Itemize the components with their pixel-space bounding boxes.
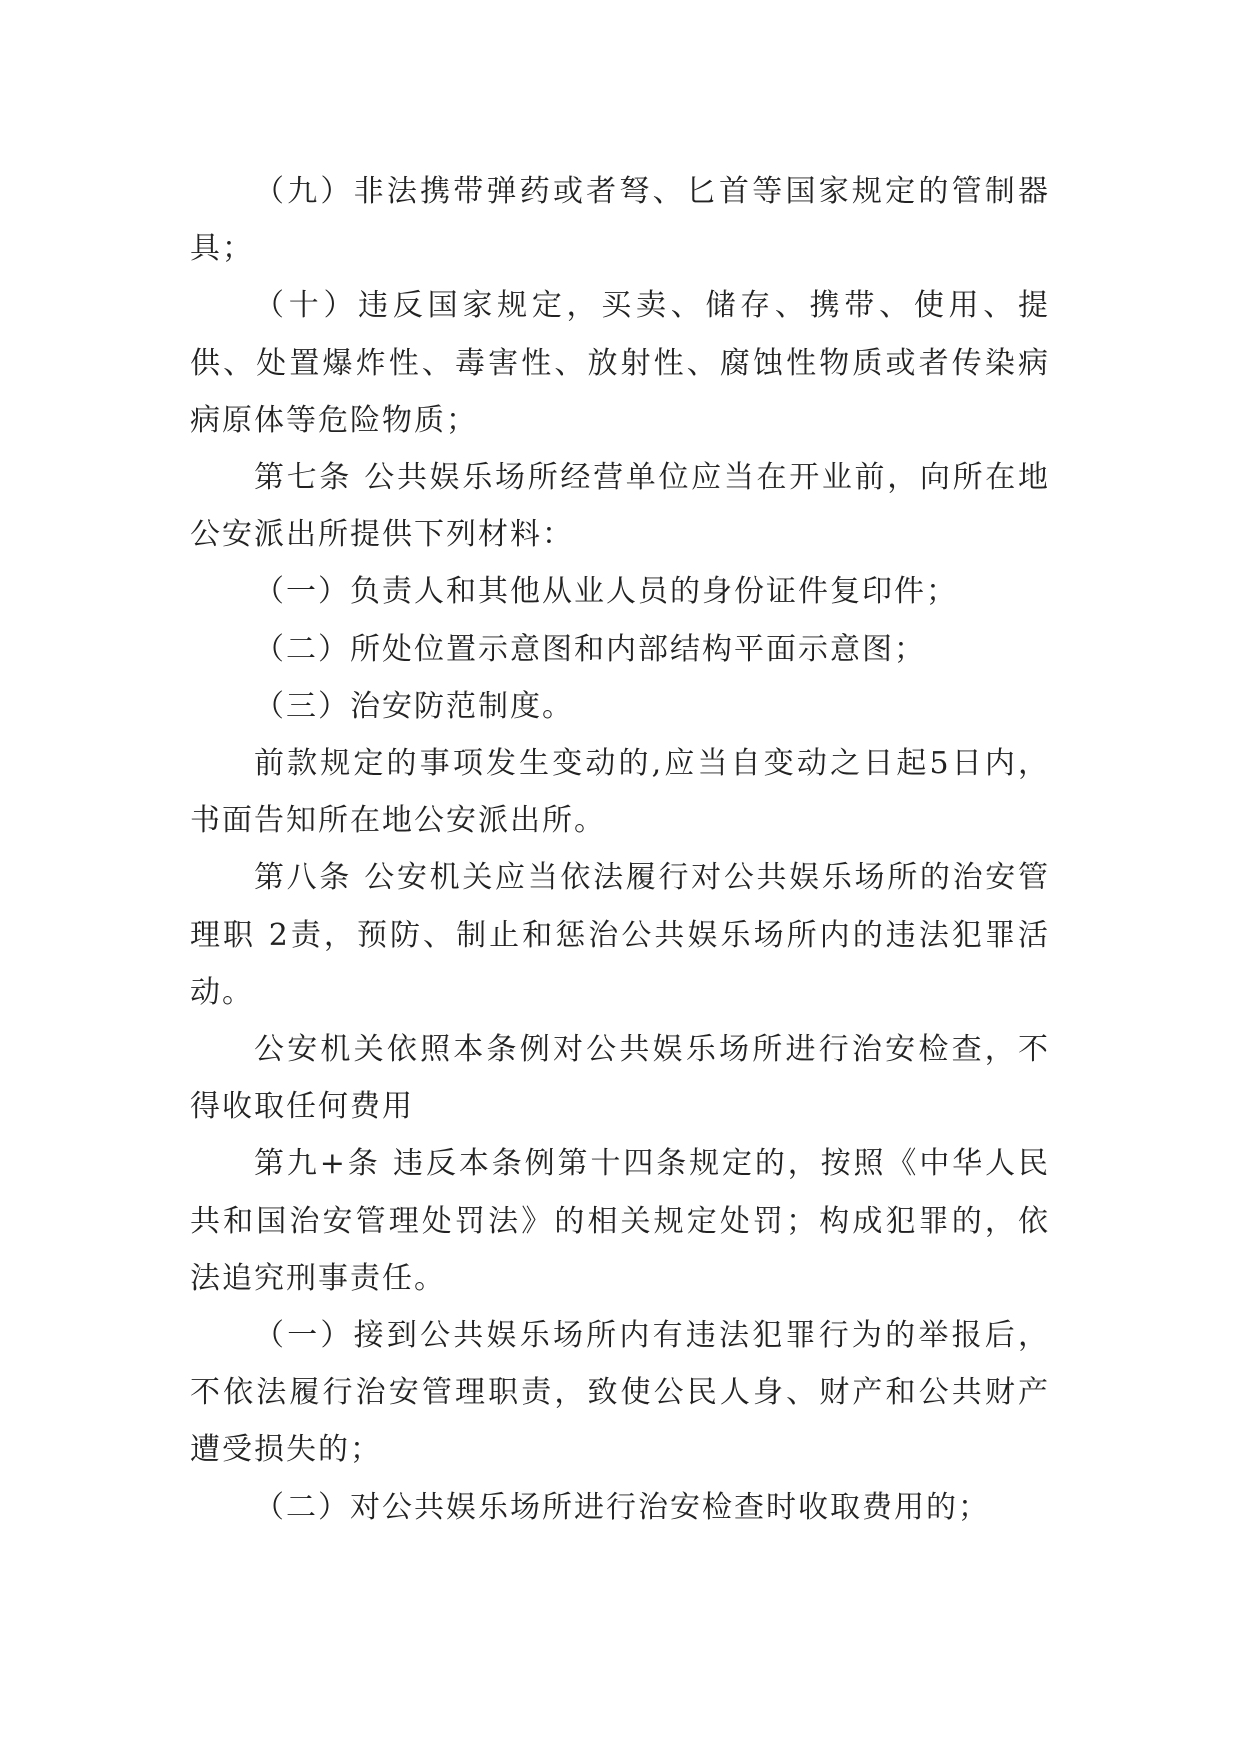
paragraph-violation-1: （一）接到公共娱乐场所内有违法犯罪行为的举报后，不依法履行治安管理职责，致使公民人身、财产和公共财产遭受损失的； bbox=[190, 1318, 1050, 1468]
paragraph-material-3: （三）治安防范制度。 bbox=[254, 688, 574, 724]
paragraph-item-10-hazardous-materials: （十）违反国家规定，买卖、储存、携带、使用、提供、处置爆炸性、毒害性、放射性、腐蚀性物质或者传染病病原体等危险物质； bbox=[190, 288, 1050, 438]
paragraph-article-7: 第七条 公共娱乐场所经营单位应当在开业前，向所在地公安派出所提供下列材料： bbox=[190, 460, 1050, 553]
document-body bbox=[190, 163, 1050, 1536]
paragraph-item-9-controlled-weapons: （九）非法携带弹药或者弩、匕首等国家规定的管制器具； bbox=[190, 174, 1050, 267]
paragraph-material-2: （二）所处位置示意图和内部结构平面示意图； bbox=[254, 631, 926, 667]
paragraph-article-8: 第八条 公安机关应当依法履行对公共娱乐场所的治安管理职 2责，预防、制止和惩治公共娱乐场所内的违法犯罪活动。 bbox=[190, 860, 1050, 1010]
paragraph-no-fees: 公安机关依照本条例对公共娱乐场所进行治安检查，不得收取任何费用 bbox=[190, 1032, 1050, 1125]
paragraph-violation-2: （二）对公共娱乐场所进行治安检查时收取费用的； bbox=[254, 1489, 990, 1525]
paragraph-change-notice: 前款规定的事项发生变动的,应当自变动之日起5日内，书面告知所在地公安派出所。 bbox=[190, 746, 1050, 839]
paragraph-article-9: 第九+条 违反本条例第十四条规定的，按照《中华人民共和国治安管理处罚法》的相关规定处罚；构成犯罪的，依法追究刑事责任。 bbox=[190, 1146, 1050, 1296]
paragraph-material-1: （一）负责人和其他从业人员的身份证件复印件； bbox=[254, 574, 958, 610]
